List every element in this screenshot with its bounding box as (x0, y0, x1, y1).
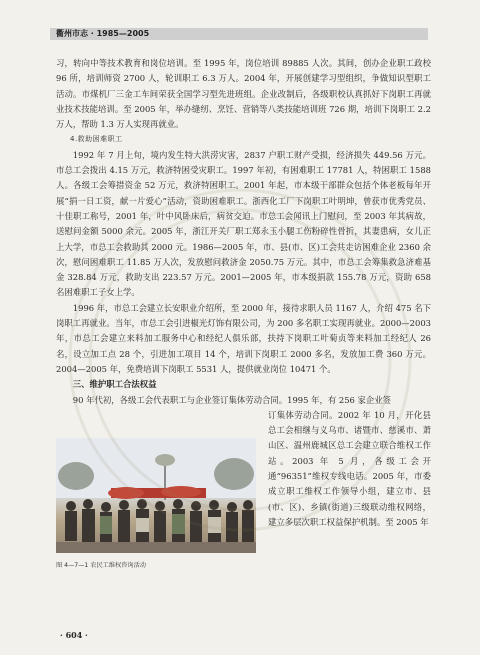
paragraph: 习，转向中等技术教育和岗位培训。至 1995 年，岗位培训 89885 人次。其间，创办企业职工政校 96 所，培训师资 2700 人，轮训职工 6.3 万人。2004 年，开展创建学习型组织，争做知识型职工活动。市煤机厂三金工车间荣获全国学习型先进班组。企业改制后，各级职校认真抓好下岗职工再就业技术技能培训。至 2005 年，举办缝纫、烹饪、营销等八类技能培训班 726 期，培训下岗职工 2.2 万人，帮助 1.3 万人实现再就业。 (56, 58, 431, 130)
paragraph: 1992 年 7 月上旬，境内发生特大洪涝灾害，2837 户职工财产受损，经济损失 449.56 万元。市总工会拨出 4.15 万元，救济特困受灾职工。1997 年初，有困难职工 17781 人，特困职工 1588 人。各级工会筹措资金 52 万元，救济特困职工。2001 年起，市本级干部群众包括个体老板每年开展“捐一日工资，献一片爱心”活动，资助困难职工。浙西化工厂下岗职工叶明坤，曾获市优秀党员、十佳职工称号，2001 年，叶中风卧床后，病贫交迫。市总工会闻讯上门慰问，至 2003 年其病故，送慰问金额 5000 余元。2005 年，浙江开关厂职工郑永玉小腿工伤粉碎性骨折，其妻患病，女儿正上大学，市总工会救助其 2000 元。1986—2005 年，市、县(市、区)工会共走访困难企业 2360 余次，慰问困难职工 11.85 万人次，发放慰问救济金 2050.75 万元。其中，市总工会筹集救急济难基金 328.84 万元，救助支出 223.57 万元。2001—2005 年，市本级捐款 155.78 万元，资助 658 名困难职工子女上学。 (56, 149, 431, 298)
figure-with-text (56, 408, 431, 569)
figure (56, 438, 261, 573)
subsection-heading: 4.救助困难职工 (70, 135, 123, 144)
running-header: 衢州市志 · 1985—2005 (50, 28, 428, 40)
event-photo (56, 438, 256, 553)
wrapped-text (268, 408, 431, 530)
page-number: · 604 · (60, 630, 88, 640)
paragraph: 1996 年，市总工会建立长安职业介绍所，至 2000 年，接待求职人员 1167 人，介绍 475 名下岗职工再就业。当年，市总工会引进椒光灯饰有限公司，为 200 多名职工实现再就业。2000—2003 年，市总工会建立来料加工服务中心和经纪人俱乐部，扶持下岗职工叶菊贞等来料加工经纪人 26 名，设立加工点 28 个，引进加工项目 14 个，培训下岗职工 2000 多名，发放加工费 360 万元。2004—2005 年，免费培训下岗职工 5531 人，提供就业岗位 10471 个。 (56, 302, 431, 374)
figure-caption: 图 4—7—1 农民工维权咨询活动 (56, 561, 146, 569)
page-body (56, 56, 431, 569)
section-heading: 三、维护职工合法权益 (72, 379, 157, 390)
paragraph: 订集体劳动合同。2002 年 10 月，开化县总工会相继与义乌市、诸暨市、慈溪市、萧山区、温州鹿城区总工会建立联合维权工作站。2003 年 5 月，各级工会开通“96351”维权专线电话。2005 年，市委成立职工维权工作领导小组，建立市、县(市、区)、乡镇(街道)三级联动维权网络，建立多层次职工权益保护机制。至 2005 年 (268, 409, 431, 527)
photo-illustration (56, 438, 256, 553)
paragraph: 90 年代初，各级工会代表职工与企业签订集体劳动合同。1995 年，有 256 家企业签 (72, 394, 392, 405)
